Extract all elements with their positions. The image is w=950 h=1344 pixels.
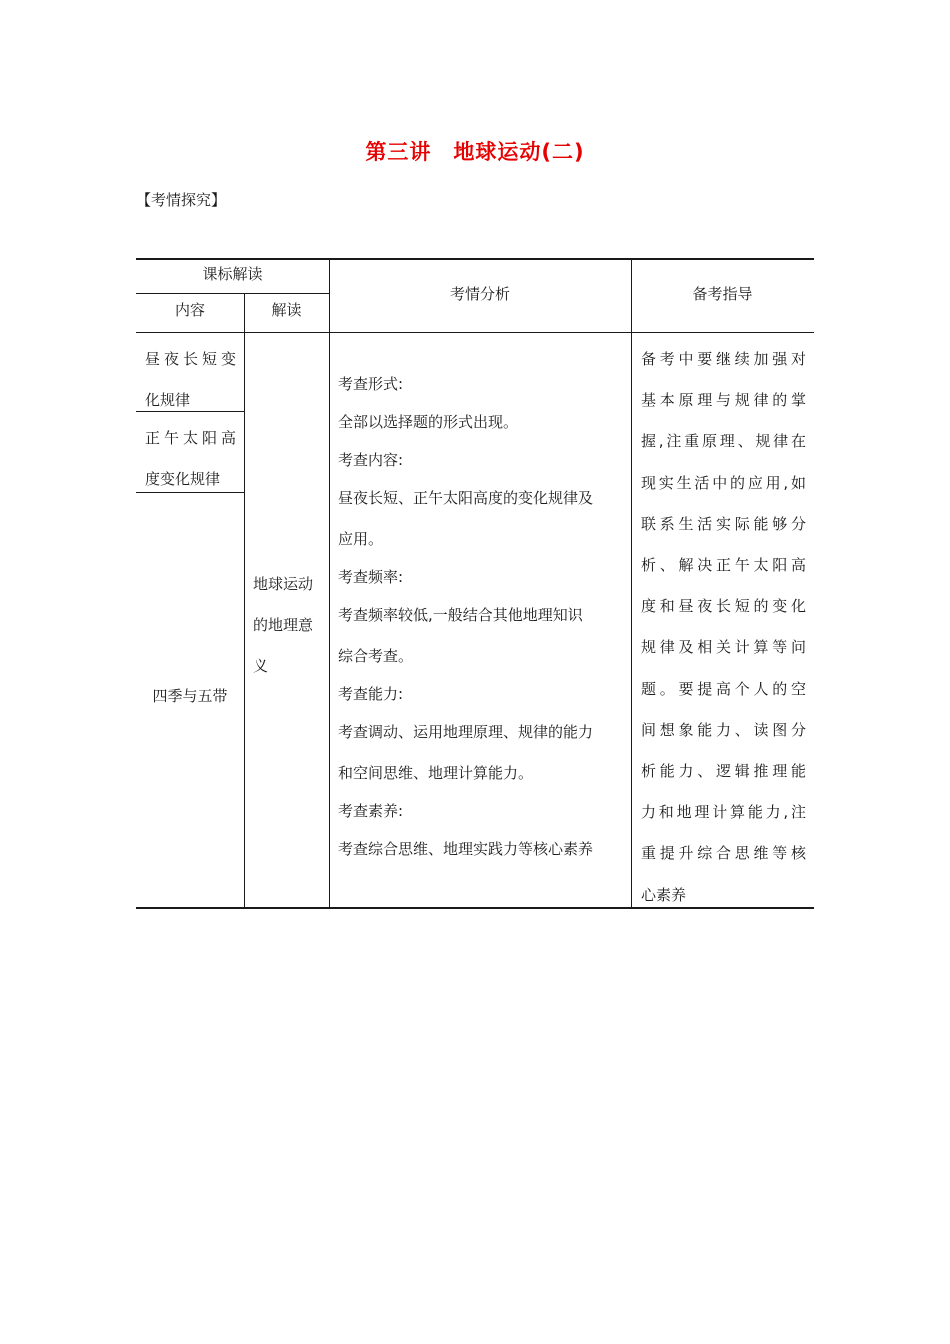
guidance-line: 题。要提高个人的空 xyxy=(641,679,806,698)
analysis-line: 考查频率: xyxy=(338,568,404,586)
guidance-line: 联系生活实际能够分 xyxy=(641,514,806,533)
content-item-line: 昼夜长短变 xyxy=(145,350,236,368)
header-guidance-cell xyxy=(631,284,814,304)
content-item-day-length xyxy=(145,339,236,421)
guidance-line: 规律及相关计算等问 xyxy=(641,638,806,657)
interpretation-line: 的地理意 xyxy=(253,616,314,634)
analysis-line: 考查综合思维、地理实践力等核心素养 xyxy=(338,840,594,858)
guidance-line: 握,注重原理、规律在 xyxy=(641,432,806,451)
header-guidance-label: 备考指导 xyxy=(692,285,753,303)
header-analysis-label: 考情分析 xyxy=(449,285,510,303)
guidance-line: 析、解决正午太阳高 xyxy=(641,556,806,575)
interpretation-cell xyxy=(253,564,325,687)
analysis-line: 考查内容: xyxy=(338,451,404,469)
content-item-line: 化规律 xyxy=(145,391,191,409)
col-divider-analysis xyxy=(631,259,632,908)
guidance-line: 度和昼夜长短的变化 xyxy=(641,597,806,616)
analysis-line: 考查素养: xyxy=(338,802,404,820)
analysis-line: 考查能力: xyxy=(338,685,404,703)
header-content-cell xyxy=(136,300,244,320)
col-divider-interpretation xyxy=(329,259,330,908)
interpretation-line: 义 xyxy=(253,657,269,675)
header-interpretation-cell xyxy=(244,300,329,320)
header-group-divider xyxy=(136,293,329,294)
content-item-seasons xyxy=(136,686,244,706)
analysis-line: 考查调动、运用地理原理、规律的能力 xyxy=(338,723,594,741)
analysis-line: 考查形式: xyxy=(338,375,404,393)
interpretation-line: 地球运动 xyxy=(253,575,314,593)
header-bottom-border xyxy=(136,332,814,333)
section-label: 【考情探究】 xyxy=(136,191,227,209)
analysis-line: 全部以选择题的形式出现。 xyxy=(338,413,519,431)
guidance-line: 备考中要继续加强对 xyxy=(641,350,806,368)
col-divider-content xyxy=(244,293,245,908)
header-analysis-cell xyxy=(329,284,631,304)
guidance-cell xyxy=(641,339,806,916)
header-group-label: 课标解读 xyxy=(202,265,263,283)
content-item-line: 度变化规律 xyxy=(145,470,221,488)
content-item-line: 四季与五带 xyxy=(152,687,228,705)
guidance-line: 间想象能力、读图分 xyxy=(641,720,806,739)
header-group-cell xyxy=(136,264,329,284)
header-interpretation-label: 解读 xyxy=(271,301,302,319)
analysis-line: 综合考查。 xyxy=(338,647,414,665)
guidance-line: 心素养 xyxy=(641,885,687,904)
analysis-line: 昼夜长短、正午太阳高度的变化规律及 xyxy=(338,489,594,507)
guidance-line: 现实生活中的应用,如 xyxy=(641,473,806,492)
content-item-noon-sun xyxy=(145,418,236,500)
table-top-border xyxy=(136,258,814,260)
page-title: 第三讲 地球运动(二) xyxy=(365,140,585,164)
guidance-line: 基本原理与规律的掌 xyxy=(641,391,806,410)
guidance-line: 力和地理计算能力,注 xyxy=(641,803,806,822)
analysis-line: 和空间思维、地理计算能力。 xyxy=(338,764,534,782)
analysis-cell xyxy=(338,374,628,877)
content-item-line: 正午太阳高 xyxy=(145,429,236,447)
guidance-line: 重提升综合思维等核 xyxy=(641,844,806,863)
analysis-line: 考查频率较低,一般结合其他地理知识 xyxy=(338,606,583,624)
guidance-line: 析能力、逻辑推理能 xyxy=(641,762,806,781)
header-content-label: 内容 xyxy=(174,301,205,319)
analysis-line: 应用。 xyxy=(338,530,384,548)
